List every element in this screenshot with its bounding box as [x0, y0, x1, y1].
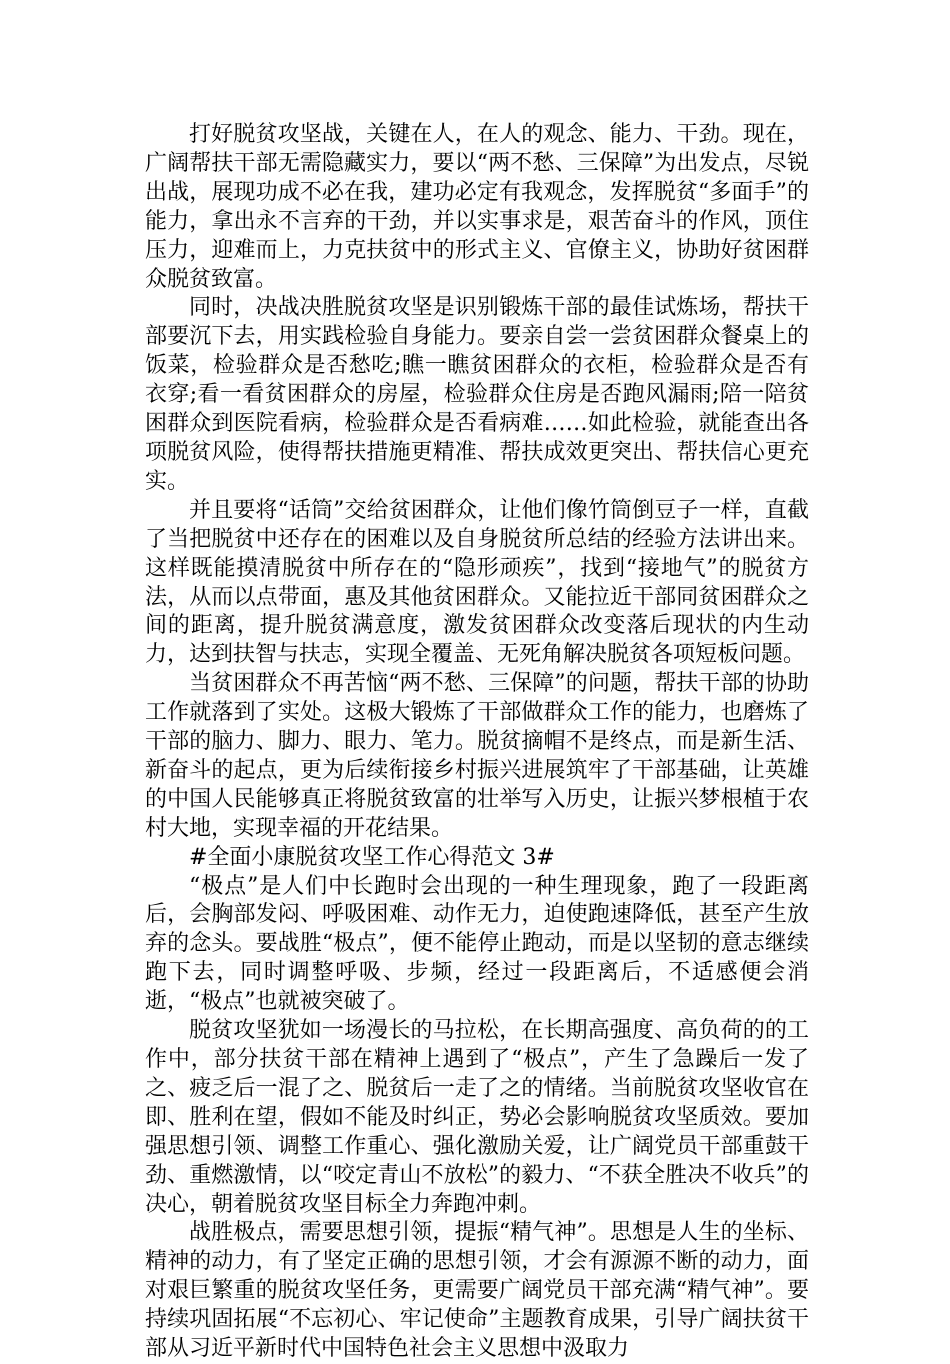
paragraph-4: 当贫困群众不再苦恼“两不愁、三保障”的问题，帮扶干部的协助工作就落到了实处。这极大锻炼了干部做群众工作的能力，也磨炼了干部的脑力、脚力、眼力、笔力。脱贫摘帽不是终点，而是新生活、新奋斗的起点，更为后续衔接乡村振兴进展筑牢了干部基础，让英雄的中国人民能够真正将脱贫致富的壮举写入历史，让振兴梦根植于农村大地，实现幸福的开花结果。 — [145, 671, 809, 841]
paragraph-5: “极点”是人们中长跑时会出现的一种生理现象，跑了一段距离后，会胸部发闷、呼吸困难、动作无力，迫使跑速降低，甚至产生放弃的念头。要战胜“极点”，便不能停止跑动，而是以坚韧的意志继续跑下去，同时调整呼吸、步频，经过一段距离后，不适感便会消逝，“极点”也就被突破了。 — [145, 873, 809, 1015]
section-heading: #全面小康脱贫攻坚工作心得范文 3# — [189, 844, 555, 870]
document-body — [145, 121, 809, 1364]
paragraph-2: 同时，决战决胜脱贫攻坚是识别锻炼干部的最佳试炼场，帮扶干部要沉下去，用实践检验自身能力。要亲自尝一尝贫困群众餐桌上的饭菜，检验群众是否愁吃;瞧一瞧贫困群众的衣柜，检验群众是否有衣穿;看一看贫困群众的房屋，检验群众住房是否跑风漏雨;陪一陪贫困群众到医院看病，检验群众是否看病难……如此检验，就能查出各项脱贫风险，使得帮扶措施更精准、帮扶成效更突出、帮扶信心更充实。 — [145, 295, 809, 494]
paragraph-6: 脱贫攻坚犹如一场漫长的马拉松，在长期高强度、高负荷的的工作中，部分扶贫干部在精神上遇到了“极点”，产生了急躁后一发了之、疲乏后一混了之、脱贫后一走了之的情绪。当前脱贫攻坚收官在即、胜利在望，假如不能及时纠正，势必会影响脱贫攻坚质效。要加强思想引领、调整工作重心、强化激励关爱，让广阔党员干部重鼓干劲、重燃激情，以“咬定青山不放松”的毅力、“不获全胜决不收兵”的决心，朝着脱贫攻坚目标全力奔跑冲刺。 — [145, 1018, 809, 1217]
paragraph-7: 战胜极点，需要思想引领，提振“精气神”。思想是人生的坐标、精神的动力，有了坚定正确的思想引领，才会有源源不断的动力，面对艰巨繁重的脱贫攻坚任务，更需要广阔党员干部充满“精气神”。要持续巩固拓展“不忘初心、牢记使命”主题教育成果，引导广阔扶贫干部从习近平新时代中国特色社会主义思想中汲取力 — [145, 1220, 809, 1362]
paragraph-1: 打好脱贫攻坚战，关键在人，在人的观念、能力、干劲。现在，广阔帮扶干部无需隐藏实力，要以“两不愁、三保障”为出发点，尽锐出战，展现功成不必在我，建功必定有我观念，发挥脱贫“多面手”的能力，拿出永不言弃的干劲，并以实事求是，艰苦奋斗的作风，顶住压力，迎难而上，力克扶贫中的形式主义、官僚主义，协助好贫困群众脱贫致富。 — [145, 122, 809, 292]
paragraph-3: 并且要将“话筒”交给贫困群众，让他们像竹筒倒豆子一样，直截了当把脱贫中还存在的困难以及自身脱贫所总结的经验方法讲出来。这样既能摸清脱贫中所存在的“隐形顽疾”，找到“接地气”的脱贫方法，从而以点带面，惠及其他贫困群众。又能拉近干部同贫困群众之间的距离，提升脱贫满意度，激发贫困群众改变落后现状的内生动力，达到扶智与扶志，实现全覆盖、无死角解决脱贫各项短板问题。 — [145, 497, 809, 668]
